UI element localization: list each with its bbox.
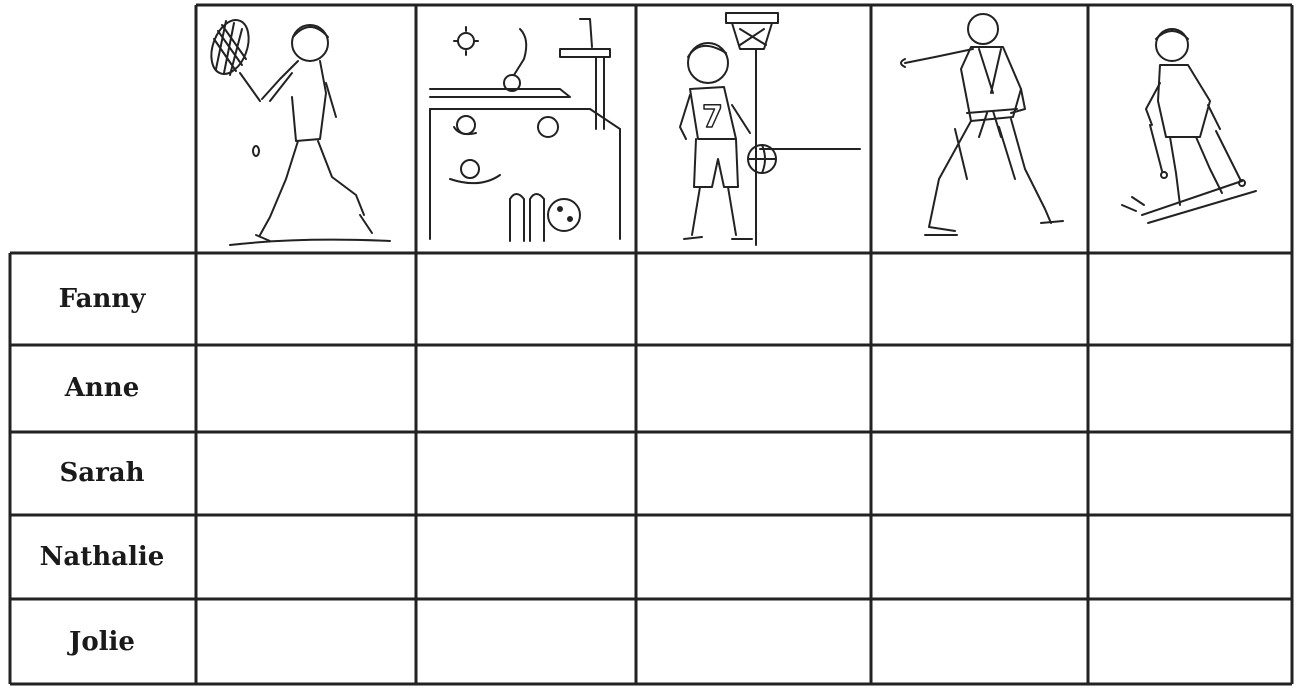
answer-cell-anne-basketball-player[interactable] [638,347,869,430]
basketball-player-icon [640,9,867,249]
answer-cell-nathalie-basketball-player[interactable] [638,517,869,597]
sport-tennis [200,9,412,249]
answer-cell-nathalie-tennis-player[interactable] [198,517,414,597]
answer-cell-fanny-swimming-pool[interactable] [418,255,634,343]
answer-cell-nathalie-skier[interactable] [1090,517,1290,597]
answer-cell-jolie-tennis-player[interactable] [198,601,414,682]
row-name-anne: Anne [64,373,140,403]
answer-cell-sarah-basketball-player[interactable] [638,434,869,513]
answer-cell-nathalie-swimming-pool[interactable] [418,517,634,597]
answer-cell-anne-tennis-player[interactable] [198,347,414,430]
row-name-fanny: Fanny [58,284,146,314]
karate-fighter-icon [875,9,1084,249]
sport-swimming [420,9,632,249]
answer-cell-jolie-swimming-pool[interactable] [418,601,634,682]
answer-cell-fanny-tennis-player[interactable] [198,255,414,343]
answer-cell-nathalie-karate-fighter[interactable] [873,517,1086,597]
answer-cell-anne-swimming-pool[interactable] [418,347,634,430]
answer-cell-sarah-swimming-pool[interactable] [418,434,634,513]
answer-cell-anne-skier[interactable] [1090,347,1290,430]
answer-cell-fanny-skier[interactable] [1090,255,1290,343]
answer-cell-jolie-skier[interactable] [1090,601,1290,682]
answer-cell-sarah-tennis-player[interactable] [198,434,414,513]
swimming-pool-icon [420,9,632,249]
skier-icon [1092,9,1288,249]
sport-karate [875,9,1084,249]
tennis-player-icon [200,9,412,249]
row-name-nathalie: Nathalie [39,542,165,572]
answer-cell-sarah-skier[interactable] [1090,434,1290,513]
row-name-sarah: Sarah [59,458,145,488]
row-name-jolie: Jolie [69,627,135,657]
answer-cell-jolie-basketball-player[interactable] [638,601,869,682]
answer-cell-anne-karate-fighter[interactable] [873,347,1086,430]
sport-skiing [1092,9,1288,249]
answer-cell-jolie-karate-fighter[interactable] [873,601,1086,682]
answer-cell-fanny-karate-fighter[interactable] [873,255,1086,343]
svg-text:7: 7 [702,100,723,135]
answer-cell-sarah-karate-fighter[interactable] [873,434,1086,513]
sport-basketball [640,9,867,249]
answer-cell-fanny-basketball-player[interactable] [638,255,869,343]
